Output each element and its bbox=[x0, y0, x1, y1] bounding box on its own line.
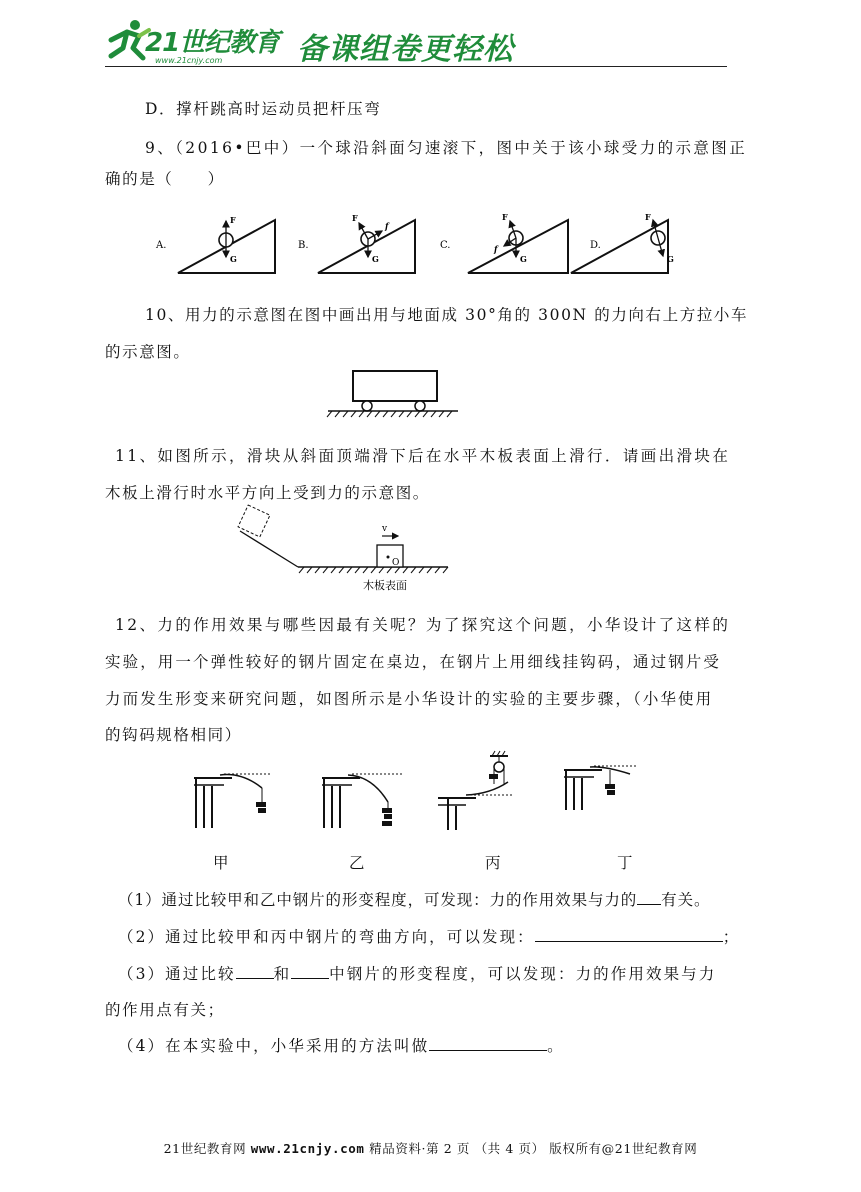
q11-line1: 11、如图所示，滑块从斜面顶端滑下后在水平木板表面上滑行．请画出滑块在 bbox=[115, 447, 731, 465]
q9-option-c-force-f: F bbox=[502, 212, 508, 222]
q12-sub3-text-a: （3）通过比较 bbox=[118, 965, 236, 983]
q12-sub1-blank[interactable] bbox=[637, 888, 661, 905]
q12-sub4 bbox=[118, 1034, 565, 1056]
q9-option-d-force-f: F bbox=[645, 212, 651, 222]
q8-option-d: D．撑杆跳高时运动员把杆压弯 bbox=[145, 100, 382, 118]
q9-option-c-force-friction: f bbox=[494, 244, 498, 254]
q12-sub2 bbox=[118, 925, 740, 947]
q11-point-o-label: O bbox=[392, 558, 400, 568]
logo-text: 21世纪教育 bbox=[145, 28, 280, 58]
q12-setup-jia bbox=[194, 774, 272, 828]
q9-option-b-force-g: G bbox=[372, 254, 379, 264]
q9-option-b-force-f: F bbox=[352, 213, 358, 223]
q9-option-d-force-g: G bbox=[667, 254, 674, 264]
q12-setup-yi bbox=[322, 774, 402, 828]
q12-sub3 bbox=[118, 962, 716, 984]
q12-sub4-blank[interactable] bbox=[429, 1034, 547, 1051]
q12-setup-bing bbox=[438, 751, 512, 830]
logo-url: www.21cnjy.com bbox=[155, 56, 223, 65]
q12-label-jia: 甲 bbox=[213, 854, 231, 872]
q9-option-b bbox=[298, 213, 415, 273]
q12-sub1-text: （1）通过比较甲和乙中钢片的形变程度，可发现：力的作用效果与力的 bbox=[118, 891, 638, 909]
q9-option-d bbox=[571, 212, 674, 273]
header-divider bbox=[105, 66, 727, 67]
q10-line2: 的示意图。 bbox=[105, 343, 191, 361]
q11-velocity-label: v bbox=[382, 524, 388, 534]
q9-option-b-label: B. bbox=[298, 240, 309, 251]
q12-line1: 12、力的作用效果与哪些因最有关呢？为了探究这个问题，小华设计了这样的 bbox=[115, 616, 731, 634]
q11-surface-label: 木板表面 bbox=[363, 579, 407, 592]
q10-line1: 10、用力的示意图在图中画出用与地面成 30°角的 300N 的力向右上方拉小车 bbox=[145, 306, 749, 324]
q9-option-b-force-friction: f bbox=[385, 221, 389, 231]
q9-option-a-force-f: F bbox=[230, 215, 236, 225]
q9-line2: 确的是（ ） bbox=[105, 170, 225, 188]
q12-line2: 实验，用一个弹性较好的钢片固定在桌边，在钢片上用细线挂钩码，通过钢片受 bbox=[105, 653, 722, 671]
q12-line4: 的钩码规格相同） bbox=[105, 726, 242, 744]
page-footer bbox=[0, 1139, 861, 1157]
q9-option-c-force-g: G bbox=[520, 254, 527, 264]
q12-sub3-blank-1[interactable] bbox=[236, 962, 274, 979]
q12-setup-ding bbox=[564, 766, 638, 810]
q12-sub2-blank[interactable] bbox=[535, 925, 723, 942]
q12-sub4-end: 。 bbox=[547, 1037, 565, 1055]
q12-sub3-blank-2[interactable] bbox=[291, 962, 329, 979]
q12-sub1-end: 有关。 bbox=[661, 891, 711, 909]
q12-label-ding: 丁 bbox=[617, 854, 635, 872]
q12-line3: 力而发生形变来研究问题，如图所示是小华设计的实验的主要步骤，（小华使用 bbox=[105, 690, 714, 708]
q9-option-a bbox=[155, 215, 275, 273]
q12-sub4-text: （4）在本实验中，小华采用的方法叫做 bbox=[118, 1037, 430, 1055]
q10-cart-figure bbox=[320, 365, 460, 420]
footer-copyright: 精品资料·第 2 页 （共 4 页） 版权所有@21世纪教育网 bbox=[369, 1141, 698, 1156]
q11-line2: 木板上滑行时水平方向上受到力的示意图。 bbox=[105, 484, 430, 502]
footer-site-name: 21世纪教育网 bbox=[163, 1141, 247, 1156]
q12-label-bing: 丙 bbox=[485, 854, 503, 872]
q12-sub1 bbox=[118, 888, 710, 910]
q12-sub2-end: ； bbox=[722, 928, 741, 946]
q12-sub2-text: （2）通过比较甲和丙中钢片的弯曲方向，可以发现： bbox=[118, 928, 535, 946]
q9-line1: 9、（2016•巴中）一个球沿斜面匀速滚下，图中关于该小球受力的示意图正 bbox=[145, 139, 748, 157]
q11-slide-figure bbox=[232, 505, 452, 595]
q12-steel-strip-figure bbox=[190, 748, 650, 838]
q9-options-figure bbox=[150, 205, 674, 280]
q12-sub3-text-b: 和 bbox=[273, 965, 292, 983]
q12-sub3-text-c: 中钢片的形变程度，可以发现：力的作用效果与力 bbox=[329, 965, 717, 983]
footer-url[interactable]: www.21cnjy.com bbox=[250, 1141, 365, 1156]
q12-label-yi: 乙 bbox=[349, 854, 367, 872]
q9-option-d-label: D. bbox=[590, 240, 601, 251]
q9-option-a-label: A. bbox=[156, 240, 167, 251]
q12-sub3-line2: 的作用点有关； bbox=[105, 1001, 225, 1019]
header-slogan: 备课组卷更轻松 bbox=[297, 32, 514, 67]
q9-option-a-force-g: G bbox=[230, 254, 237, 264]
q9-option-c bbox=[440, 212, 568, 273]
page-header bbox=[105, 14, 727, 72]
q9-option-c-label: C. bbox=[440, 240, 451, 251]
